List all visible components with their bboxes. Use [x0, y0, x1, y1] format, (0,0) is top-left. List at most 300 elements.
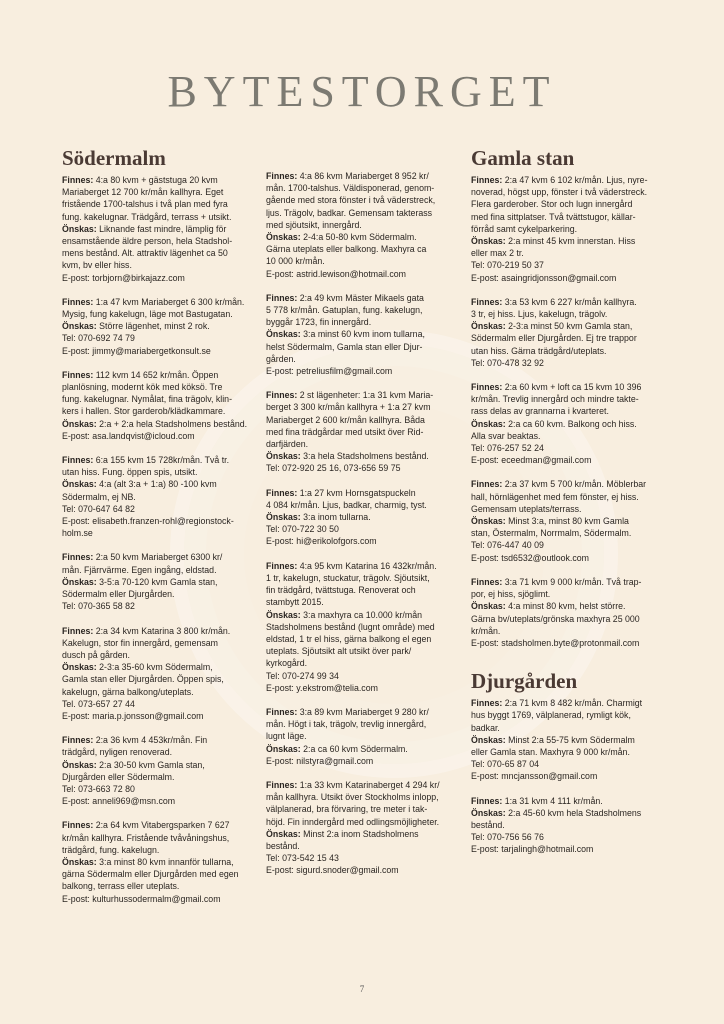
ad-line	[266, 304, 456, 316]
ad-line	[471, 831, 667, 843]
ad-text: Djurgården eller Södermalm.	[62, 771, 175, 782]
ad-line	[471, 527, 667, 539]
ad-line	[266, 718, 456, 730]
ad-line	[62, 478, 252, 490]
ad-text: ljus. Trägolv, badkar. Gemensam takterass	[266, 207, 433, 218]
ad-text: E-post: astrid.lewison@hotmail.com	[266, 268, 406, 279]
ad-text: 3:a 53 kvm 6 227 kr/mån kallhyra.	[502, 296, 637, 307]
ad-line	[62, 795, 252, 807]
ad-text: rass delas av grannarna i kvarteret.	[471, 406, 609, 417]
ad-text: Södermalm eller Djurgården.	[62, 589, 175, 600]
ad-text: fung. kakelugnar. Nymålat, fina trägolv, klin-	[62, 394, 232, 405]
ad-text: kers i hallen. Stor garderob/klädkammare.	[62, 406, 226, 417]
ad-text: E-post: kulturhussodermalm@gmail.com	[62, 893, 221, 904]
ad-text: 4:a 80 kvm + gäststuga 20 kvm	[93, 175, 218, 185]
ad-line	[62, 381, 252, 393]
ad-line	[62, 223, 252, 235]
ad-line	[471, 722, 667, 734]
ad-line	[62, 661, 252, 673]
ad-text: Tel: 070-647 64 82	[62, 503, 135, 514]
ad-line	[471, 381, 667, 393]
ad-line	[471, 552, 667, 564]
ad-line	[471, 345, 667, 357]
ad-label: Finnes:	[62, 455, 94, 466]
ad-line	[471, 795, 667, 807]
ad-text: E-post: stadsholmen.byte@protonmail.com	[471, 637, 640, 648]
ad-label: Önskas:	[62, 418, 97, 429]
ad-text: fristående 1700-talshus i två plan med fyra	[62, 199, 228, 210]
ad-listing	[266, 560, 456, 694]
ad-line	[471, 186, 667, 198]
ad-text: Tel: 076-257 52 24	[471, 443, 544, 454]
ad-listing	[62, 734, 252, 807]
ad-line	[266, 316, 456, 328]
ad-line	[266, 414, 456, 426]
ad-text: 3:a inom tullarna.	[300, 512, 371, 523]
ad-text: planlösning, modernt kök med köksö. Tre	[62, 382, 223, 393]
ad-label: Önskas:	[266, 232, 301, 243]
ad-text: mån. Fjärrvärme. Egen ingång, eldstad.	[62, 564, 217, 575]
ad-listing	[471, 174, 667, 284]
ad-line	[471, 588, 667, 600]
ad-text: trädgård, fung. kakelugn.	[62, 844, 160, 855]
ad-text: 1:a 31 kvm 4 111 kr/mån.	[502, 795, 603, 806]
ad-line	[266, 803, 456, 815]
ad-text: holm.se	[62, 528, 93, 539]
ad-text: Större lägenhet, minst 2 rok.	[96, 321, 210, 332]
ad-list	[62, 174, 252, 905]
ad-label: Önskas:	[266, 609, 301, 620]
ad-text: gående med stora fönster i två väderstreck,	[266, 195, 436, 206]
ad-text: kvm, bv eller hiss.	[62, 260, 132, 271]
ad-text: dusch på gården.	[62, 649, 130, 660]
ad-label: Finnes:	[62, 175, 94, 185]
ad-text: por, ej hiss, sjöglimt.	[471, 589, 551, 600]
ad-text: 10 000 kr/mån.	[266, 256, 325, 267]
ad-text: E-post: mncjansson@gmail.com	[471, 771, 598, 782]
ad-text: E-post: anneli969@msn.com	[62, 796, 176, 807]
ad-text: utan hiss. Fung. öppen spis, utsikt.	[62, 467, 198, 478]
ad-label: Önskas:	[62, 479, 97, 490]
ad-text: välplanerad, bra förvaring, tre meter i tak-	[266, 804, 428, 815]
ad-text: E-post: petreliusfilm@gmail.com	[266, 366, 393, 377]
ad-line	[266, 596, 456, 608]
ad-line	[471, 272, 667, 284]
ad-line	[266, 255, 456, 267]
ad-text: Tel: 072-920 25 16, 073-656 59 75	[266, 463, 401, 474]
ad-line	[266, 243, 456, 255]
ad-line	[62, 186, 252, 198]
ad-text: E-post: hi@erikolofgors.com	[266, 536, 377, 547]
ad-text: 2:a 37 kvm 5 700 kr/mån. Möblerbar	[502, 479, 647, 490]
ad-label: Önskas:	[266, 743, 301, 754]
ad-text: 5 778 kr/mån. Gatuplan, fung. kakelugn,	[266, 305, 423, 316]
ad-line	[62, 503, 252, 515]
ad-label: Finnes:	[62, 552, 94, 563]
ad-text: kakelugn, gärna balkong/uteplats.	[62, 686, 194, 697]
ad-label: Finnes:	[266, 487, 298, 498]
ad-text: badkar.	[471, 722, 500, 733]
ad-line	[62, 272, 252, 284]
ad-line	[266, 438, 456, 450]
ad-text: Kakelugn, stor fin innergård, gemensam	[62, 637, 218, 648]
ad-text: 4:a 86 kvm Mariaberget 8 952 kr/	[297, 171, 429, 181]
ad-label: Finnes:	[266, 560, 298, 571]
ad-text: 3-5:a 70-120 kvm Gamla stan,	[96, 576, 218, 587]
ad-listing	[62, 296, 252, 357]
ad-line	[62, 405, 252, 417]
ad-label: Finnes:	[266, 779, 298, 790]
masthead-title: BYTESTORGET	[167, 67, 557, 116]
ad-line	[471, 576, 667, 588]
ad-label: Önskas:	[471, 321, 506, 332]
ad-label: Önskas:	[266, 451, 301, 462]
ad-text: 4 084 kr/mån. Ljus, badkar, charmig, tyst.	[266, 499, 427, 510]
ad-line	[471, 491, 667, 503]
ad-text: byggår 1723, fin innergård.	[266, 317, 372, 328]
ad-text: 3:a hela Stadsholmens bestånd.	[300, 451, 429, 462]
ad-text: Mysig, fung kakelugn, läge mot Bastugatan.	[62, 309, 233, 320]
ad-line	[471, 393, 667, 405]
ad-line	[62, 308, 252, 320]
ad-line	[471, 308, 667, 320]
ad-text: E-post: asaingridjonsson@gmail.com	[471, 272, 617, 283]
ad-line	[62, 844, 252, 856]
ad-text: E-post: eceedman@gmail.com	[471, 455, 592, 466]
ad-line	[62, 418, 252, 430]
ad-text: Tel: 073-663 72 80	[62, 783, 135, 794]
ad-text: noverad, högst upp, fönster i två väderstreck.	[471, 187, 648, 198]
ad-text: höjd. Fin inndergård med odlingsmöjligheter.	[266, 816, 440, 827]
ad-label: Önskas:	[62, 576, 97, 587]
ad-listing	[62, 174, 252, 284]
ad-text: 2:a 50 kvm Mariaberget 6300 kr/	[93, 552, 223, 563]
ad-listing	[62, 369, 252, 442]
ad-line	[266, 523, 456, 535]
ad-listing	[471, 697, 667, 782]
ad-label: Finnes:	[62, 625, 94, 636]
ad-text: Minst 2:a 55-75 kvm Södermalm	[505, 734, 635, 745]
ad-listing	[471, 296, 667, 369]
ad-line	[266, 584, 456, 596]
ad-text: 1:a 47 kvm Mariaberget 6 300 kr/mån.	[93, 296, 245, 307]
ad-text: 2:a ca 60 kvm Södermalm.	[300, 743, 408, 754]
ad-line	[471, 320, 667, 332]
ad-text: helst Södermalm, Gamla stan eller Djur-	[266, 341, 423, 352]
ad-text: 3:a minst 80 kvm innanför tullarna,	[96, 856, 234, 867]
ad-line	[62, 625, 252, 637]
ad-line	[266, 487, 456, 499]
ad-text: Tel: 070-478 32 92	[471, 357, 544, 368]
ad-line	[62, 345, 252, 357]
ad-line	[266, 633, 456, 645]
ad-listing	[62, 454, 252, 539]
ad-line	[62, 710, 252, 722]
ad-text: Tel: 076-447 40 09	[471, 540, 544, 551]
ad-text: E-post: elisabeth.franzen-rohl@regionstock-	[62, 516, 234, 527]
ad-line	[62, 515, 252, 527]
ad-line	[471, 259, 667, 271]
ad-text: bestånd.	[471, 819, 505, 830]
ad-text: 2-4:a 50-80 kvm Södermalm.	[300, 232, 417, 243]
ad-text: Gärna bv/uteplats/grönska maxhyra 25 000	[471, 613, 640, 624]
ad-text: mens bestånd. Alt. attraktiv lägenhet ca 50	[62, 248, 228, 259]
ad-text: mån kallhyra. Utsikt över Stockholms inlopp,	[266, 792, 439, 803]
ad-line	[62, 296, 252, 308]
ad-line	[471, 357, 667, 369]
ad-line	[471, 734, 667, 746]
ad-line	[266, 730, 456, 742]
ad-line	[266, 743, 456, 755]
ad-label: Finnes:	[471, 795, 503, 806]
ad-text: Gärna uteplats eller balkong. Maxhyra ca	[266, 244, 427, 255]
ad-line	[62, 868, 252, 880]
ad-line	[62, 320, 252, 332]
ad-text: kr/mån kallhyra. Fristående tvåvåningshus,	[62, 832, 230, 843]
ad-text: E-post: jimmy@mariabergetkonsult.se	[62, 345, 211, 356]
ad-text: 2-3:a minst 50 kvm Gamla stan,	[505, 321, 633, 332]
ad-line	[266, 389, 456, 401]
ad-line	[266, 816, 456, 828]
ad-line	[471, 211, 667, 223]
ad-label: Önskas:	[471, 734, 506, 745]
ad-line	[266, 170, 456, 182]
ad-text: 2:a 60 kvm + loft ca 15 kvm 10 396	[502, 382, 642, 393]
ad-line	[62, 673, 252, 685]
ad-line	[471, 697, 667, 709]
section-title-djurgarden: Djurgården	[471, 669, 578, 694]
ad-line	[471, 405, 667, 417]
ad-text: 3:a minst 60 kvm inom tullarna,	[300, 329, 425, 340]
ad-text: E-post: maria.p.jonsson@gmail.com	[62, 710, 204, 721]
ad-text: 2-3:a 35-60 kvm Södermalm,	[96, 662, 213, 673]
ad-line	[62, 430, 252, 442]
ad-line	[471, 613, 667, 625]
ad-line	[266, 207, 456, 219]
ad-line	[62, 393, 252, 405]
ad-text: balkong, terrass eller uteplats.	[62, 881, 180, 892]
ad-line	[266, 779, 456, 791]
ad-listing	[62, 625, 252, 723]
ad-line	[266, 621, 456, 633]
ad-text: stan, Östermalm, Norrmalm, Södermalm.	[471, 528, 632, 539]
ad-line	[471, 503, 667, 515]
ad-text: 2:a 47 kvm 6 102 kr/mån. Ljus, nyre-	[502, 175, 648, 185]
ad-line	[471, 454, 667, 466]
ad-text: Tel: 073-542 15 43	[266, 853, 339, 864]
ad-line	[62, 637, 252, 649]
ad-text: 112 kvm 14 652 kr/mån. Öppen	[93, 369, 219, 380]
ad-line	[62, 588, 252, 600]
ad-text: kyrkogård.	[266, 658, 308, 669]
ad-text: 1:a 33 kvm Katarinaberget 4 294 kr/	[297, 779, 440, 790]
ad-text: berget 3 300 kr/mån kallhyra + 1:a 27 kvm	[266, 402, 431, 413]
ad-label: Finnes:	[471, 479, 503, 490]
ad-text: E-post: torbjorn@birkajazz.com	[62, 272, 185, 283]
ad-text: 3:a 89 kvm Mariaberget 9 280 kr/	[297, 706, 429, 717]
ad-text: förråd samt cykelparkering.	[471, 223, 578, 234]
ad-label: Finnes:	[62, 735, 94, 746]
ad-label: Önskas:	[471, 601, 506, 612]
ad-list	[471, 697, 667, 855]
ad-line	[62, 454, 252, 466]
ad-text: stambytt 2015.	[266, 597, 324, 608]
ad-line	[62, 832, 252, 844]
ad-line	[266, 791, 456, 803]
ad-text: Minst 3:a, minst 80 kvm Gamla	[505, 516, 629, 527]
ad-line	[471, 758, 667, 770]
ad-line	[62, 491, 252, 503]
ad-line	[62, 235, 252, 247]
ad-line	[266, 231, 456, 243]
ad-line	[471, 235, 667, 247]
ad-label: Önskas:	[62, 321, 97, 332]
ad-text: Tel: 070-722 30 50	[266, 524, 339, 535]
ad-line	[266, 292, 456, 304]
ad-line	[62, 247, 252, 259]
ad-line	[471, 515, 667, 527]
column-2	[266, 170, 456, 889]
ad-text: Gemensam uteplats/terrass.	[471, 503, 582, 514]
ad-line	[266, 572, 456, 584]
ad-text: Gamla stan eller Djurgården. Öppen spis,	[62, 674, 224, 685]
ad-text: trädgård, nyligen renoverad.	[62, 747, 173, 758]
ad-text: mån. 1700-talshus. Väldisponerad, genom-	[266, 183, 435, 194]
ad-label: Finnes:	[62, 296, 94, 307]
ad-text: 2:a ca 60 kvm. Balkong och hiss.	[505, 418, 637, 429]
ad-text: bestånd.	[266, 840, 300, 851]
ad-label: Finnes:	[471, 698, 503, 709]
ad-text: Tel. 073-657 27 44	[62, 698, 135, 709]
ad-listing	[266, 779, 456, 877]
ad-listing	[62, 551, 252, 612]
ad-label: Finnes:	[62, 820, 94, 831]
ad-line	[62, 783, 252, 795]
ad-line	[62, 466, 252, 478]
ad-line	[62, 527, 252, 539]
ad-text: Tel: 070-365 58 82	[62, 601, 135, 612]
ad-line	[266, 864, 456, 876]
ad-text: Tel: 070-274 99 34	[266, 670, 339, 681]
ad-text: hall, hörnlägenhet med fem fönster, ej hiss.	[471, 491, 639, 502]
ad-line	[266, 828, 456, 840]
ad-line	[62, 698, 252, 710]
ad-text: Mariaberget 2 600 kr/mån kallhyra. Båda	[266, 414, 425, 425]
ad-line	[266, 426, 456, 438]
ad-label: Önskas:	[266, 828, 301, 839]
ad-text: med fina sittplatser. Två tvättstugor, källar-	[471, 211, 636, 222]
ad-text: eller max 2 tr.	[471, 248, 524, 259]
ad-line	[266, 499, 456, 511]
ad-line	[471, 430, 667, 442]
ad-label: Önskas:	[471, 418, 506, 429]
ad-text: Stadsholmens bestånd (lugnt område) med	[266, 621, 435, 632]
ad-line	[266, 852, 456, 864]
ad-text: Tel: 070-65 87 04	[471, 759, 539, 770]
ad-line	[471, 478, 667, 490]
ad-text: 1 tr, kakelugn, stuckatur, trägolv. Sjöutsikt,	[266, 572, 430, 583]
ad-line	[266, 328, 456, 340]
ad-line	[471, 442, 667, 454]
ad-line	[266, 365, 456, 377]
ad-text: 3:a 71 kvm 9 000 kr/mån. Två trap-	[502, 576, 642, 587]
ad-text: E-post: tsd6532@outlook.com	[471, 552, 589, 563]
ad-line	[471, 332, 667, 344]
column-1	[62, 146, 252, 917]
ad-text: Liknande fast mindre, lämplig för	[96, 223, 227, 234]
ad-text: Tel: 070-692 74 79	[62, 333, 135, 344]
ad-text: eldstad, 1 tr el hiss, gärna balkong el egen	[266, 633, 432, 644]
ad-line	[266, 182, 456, 194]
ad-line	[471, 174, 667, 186]
ad-text: E-post: sigurd.snoder@gmail.com	[266, 865, 399, 876]
ad-line	[62, 771, 252, 783]
ad-label: Finnes:	[471, 576, 503, 587]
ad-line	[266, 535, 456, 547]
ad-text: 2:a minst 45 kvm innerstan. Hiss	[505, 236, 636, 247]
ad-line	[62, 564, 252, 576]
ad-line	[471, 770, 667, 782]
ad-label: Finnes:	[471, 382, 503, 393]
ad-text: 2:a 71 kvm 8 482 kr/mån. Charmigt	[502, 698, 643, 709]
ad-line	[266, 755, 456, 767]
ad-text: E-post: nilstyra@gmail.com	[266, 755, 374, 766]
ad-line	[471, 418, 667, 430]
ad-line	[266, 450, 456, 462]
ad-line	[471, 709, 667, 721]
ad-line	[266, 657, 456, 669]
ad-text: med fina trädgårdar med utsikt över Rid-	[266, 426, 424, 437]
ad-line	[471, 746, 667, 758]
ad-listing	[266, 292, 456, 377]
ad-line	[471, 807, 667, 819]
ad-text: lugnt läge.	[266, 731, 307, 742]
ad-text: Mariaberget 12 700 kr/mån kallhyra. Eget	[62, 187, 224, 198]
ad-text: med sjöutsikt, innergård.	[266, 219, 362, 230]
ad-text: fin trädgård, tvättstuga. Renoverat och	[266, 585, 416, 596]
ad-label: Finnes:	[266, 292, 298, 303]
ad-label: Önskas:	[266, 512, 301, 523]
ad-text: ensamstående äldre person, hela Stadshol-	[62, 236, 233, 247]
ad-line	[266, 268, 456, 280]
ad-listing	[62, 819, 252, 904]
ad-text: 2:a 30-50 kvm Gamla stan,	[96, 759, 205, 770]
ad-line	[266, 194, 456, 206]
ad-text: 3:a maxhyra ca 10.000 kr/mån	[300, 609, 422, 620]
ad-listing	[266, 170, 456, 280]
ad-line	[266, 682, 456, 694]
ad-line	[62, 600, 252, 612]
ad-listing	[471, 381, 667, 466]
ad-line	[62, 369, 252, 381]
ad-text: 2:a 34 kvm Katarina 3 800 kr/mån.	[93, 625, 231, 636]
ad-text: 2:a 45-60 kvm hela Stadsholmens	[505, 807, 642, 818]
ad-line	[266, 645, 456, 657]
ad-listing	[266, 706, 456, 767]
ad-text: 2:a + 2:a hela Stadsholmens bestånd.	[96, 418, 248, 429]
ad-text: E-post: y.ekstrom@telia.com	[266, 682, 378, 693]
section-title-sodermalm: Södermalm	[62, 146, 166, 170]
ad-text: 2:a 64 kvm Vitabergsparken 7 627	[93, 820, 230, 831]
ad-line	[62, 759, 252, 771]
ad-line	[471, 819, 667, 831]
ad-line	[62, 211, 252, 223]
ad-text: mån. Högt i tak, trägolv, trevlig innergård,	[266, 719, 427, 730]
ad-label: Finnes:	[266, 171, 298, 181]
ad-label: Önskas:	[471, 516, 506, 527]
ad-line	[62, 819, 252, 831]
ad-line	[471, 247, 667, 259]
